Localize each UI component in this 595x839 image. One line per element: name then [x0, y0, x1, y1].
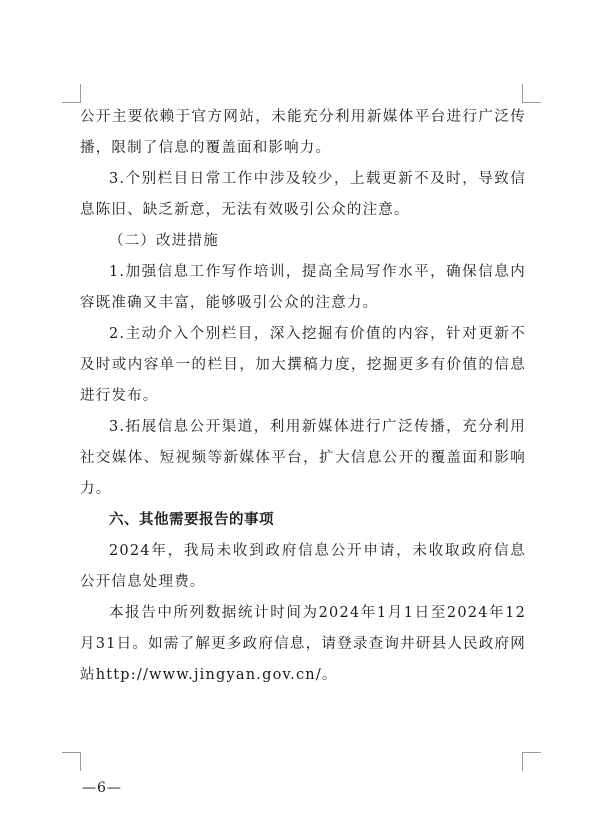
- document-body: [80, 102, 526, 691]
- paragraph-issue-3: 3.个别栏目日常工作中涉及较少，上载更新不及时，导致信息陈旧、缺乏新意，无法有效吸引公众的注意。: [80, 171, 526, 218]
- subheading-improvement-measures: （二）改进措施: [109, 233, 219, 249]
- paragraph-measure-2: 2.主动介入个别栏目，深入挖掘有价值的内容，针对更新不及时或内容单一的栏目，加大撰稿力度，挖掘更多有价值的信息进行发布。: [80, 326, 526, 404]
- crop-mark-bottom-left: [62, 752, 81, 771]
- paragraph-measure-3: 3.拓展信息公开渠道，利用新媒体进行广泛传播，充分利用社交媒体、短视频等新媒体平台，扩大信息公开的覆盖面和影响力。: [80, 419, 526, 497]
- paragraph-statistics-period: 本报告中所列数据统计时间为2024年1月1日至2024年12月31日。如需了解更多政府信息，请登录查询井研县人民政府网站http://www.jingyan.gov.cn/。: [80, 605, 526, 683]
- crop-mark-top-right: [522, 84, 541, 103]
- section-heading-other-matters: 六、其他需要报告的事项: [109, 512, 274, 528]
- crop-mark-bottom-right: [522, 752, 541, 771]
- paragraph-measure-1: 1.加强信息工作写作培训，提高全局写作水平，确保信息内容既准确又丰富，能够吸引公众的注意力。: [80, 264, 526, 311]
- page-number: —6—: [82, 780, 122, 796]
- crop-mark-top-left: [62, 84, 81, 103]
- paragraph-applications: 2024年，我局未收到政府信息公开申请，未收取政府信息公开信息处理费。: [80, 543, 526, 590]
- paragraph-continued: 公开主要依赖于官方网站，未能充分利用新媒体平台进行广泛传播，限制了信息的覆盖面和影响力。: [80, 109, 526, 156]
